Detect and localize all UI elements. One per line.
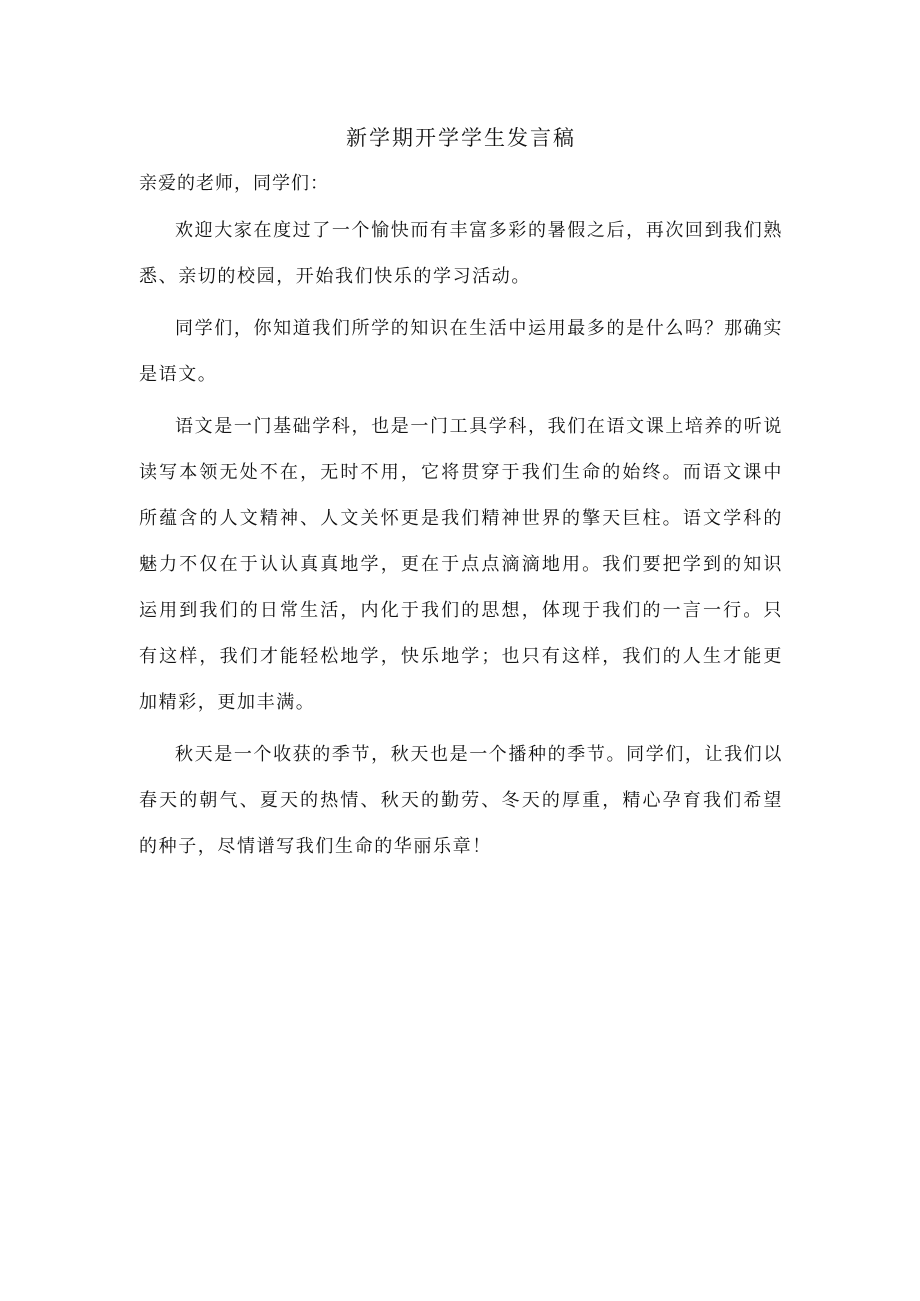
- paragraph-autumn: 秋天是一个收获的季节，秋天也是一个播种的季节。同学们，让我们以春天的朝气、夏天的热情、秋天的勤劳、冬天的厚重，精心孕育我们希望的种子，尽情谱写我们生命的华丽乐章！: [139, 744, 783, 857]
- document-body: [139, 120, 783, 876]
- paragraph-chinese-subject: 语文是一门基础学科，也是一门工具学科，我们在语文课上培养的听说读写本领无处不在，无时不用，它将贯穿于我们生命的始终。而语文课中所蕴含的人文精神、人文关怀更是我们精神世界的擎天巨柱。语文学科的魅力不仅在于认认真真地学，更在于点点滴滴地用。我们要把学到的知识运用到我们的日常生活，内化于我们的思想，体现于我们的一言一行。只有这样，我们才能轻松地学，快乐地学；也只有这样，我们的人生才能更加精彩，更加丰满。: [139, 416, 783, 713]
- paragraph-question: 同学们，你知道我们所学的知识在生活中运用最多的是什么吗？那确实是语文。: [139, 318, 783, 385]
- greeting: 亲爱的老师，同学们：: [139, 173, 329, 194]
- paragraph-welcome: 欢迎大家在度过了一个愉快而有丰富多彩的暑假之后，再次回到我们熟悉、亲切的校园，开始我们快乐的学习活动。: [139, 220, 783, 287]
- document-title: 新学期开学学生发言稿: [346, 126, 576, 150]
